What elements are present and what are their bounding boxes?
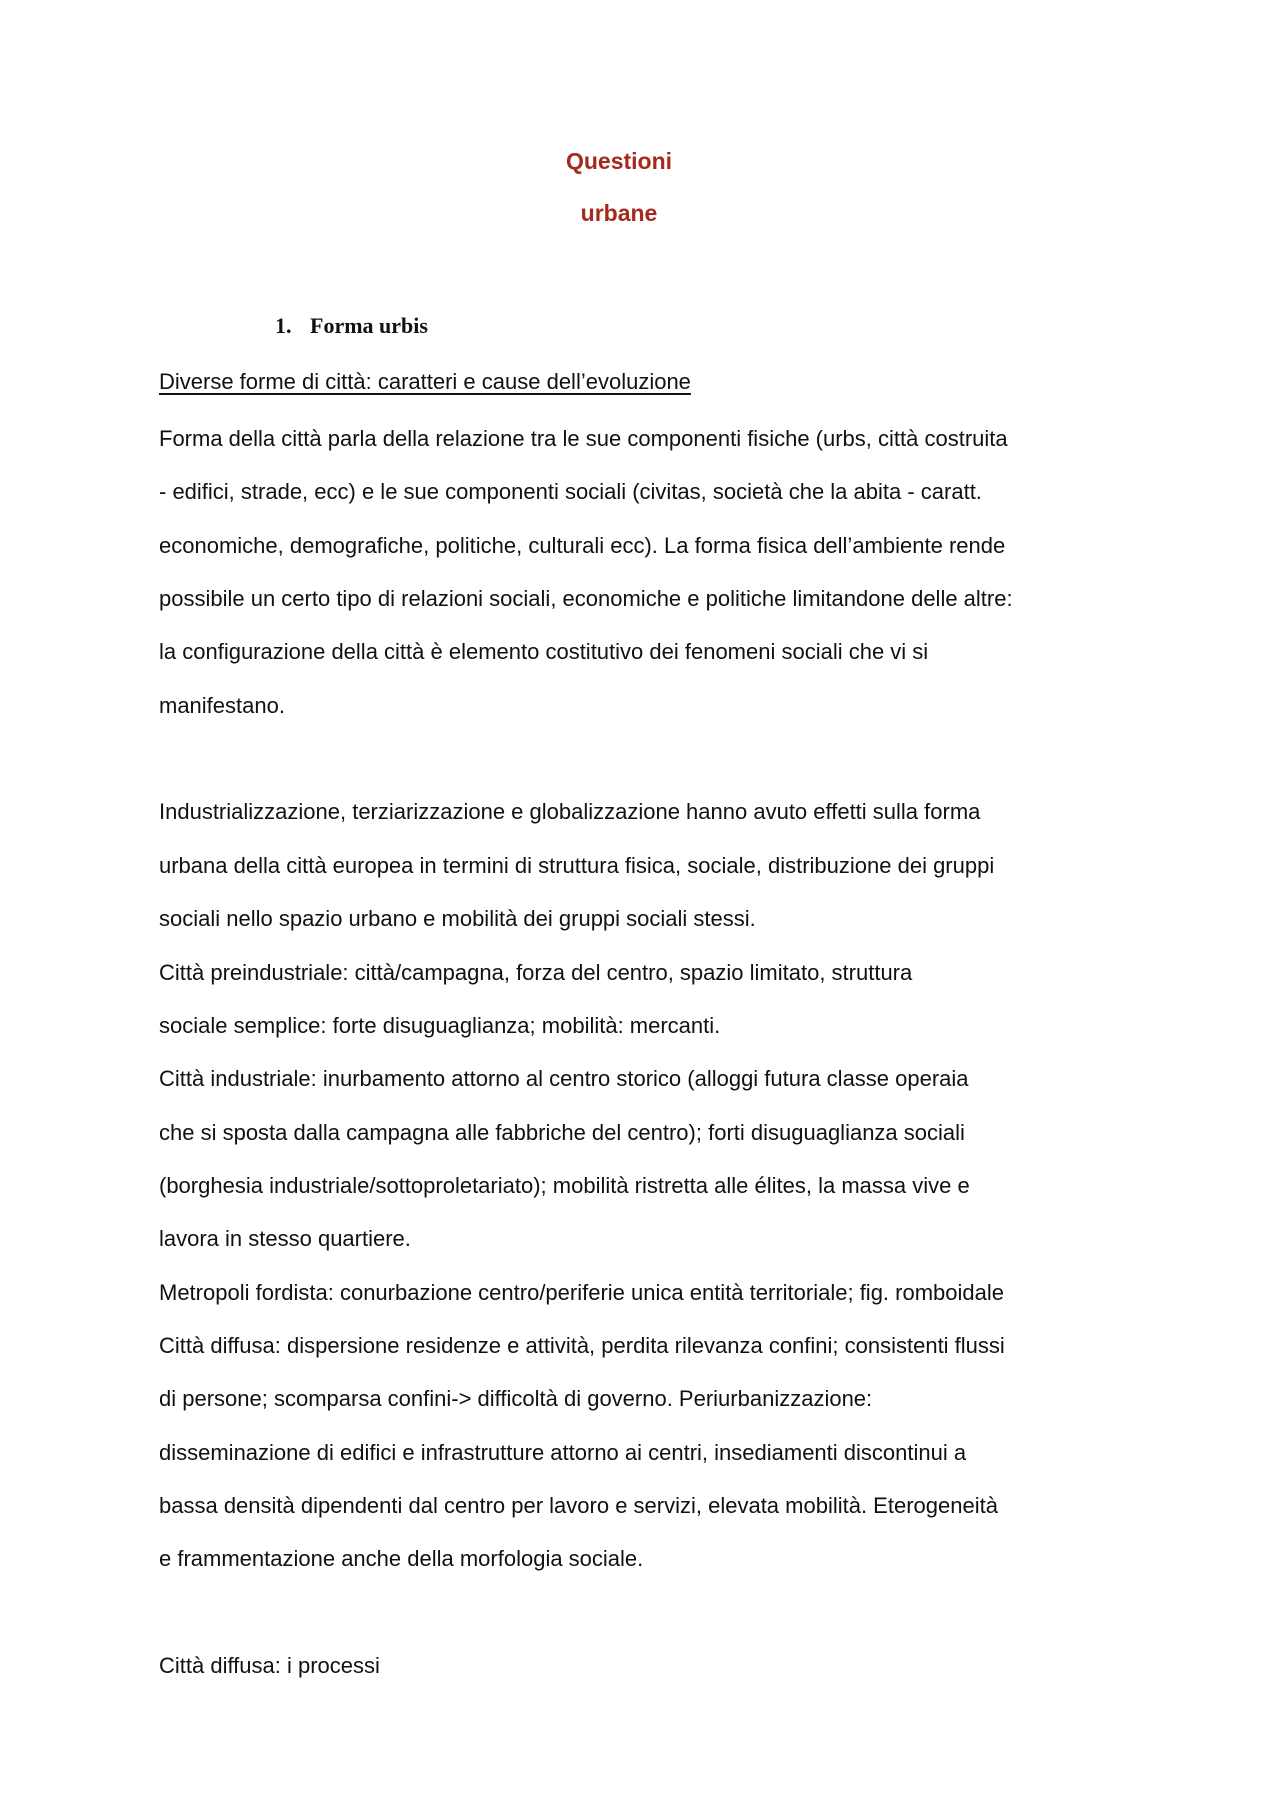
paragraph-line: Città diffusa: dispersione residenze e attività, perdita rilevanza confini; consistenti flussi [159, 1333, 1005, 1358]
paragraph-line: manifestano. [159, 693, 285, 718]
paragraph-line: Città industriale: inurbamento attorno al centro storico (alloggi futura classe operaia [159, 1066, 969, 1091]
paragraph-line: la configurazione della città è elemento costitutivo dei fenomeni sociali che vi si [159, 639, 929, 664]
paragraph-line: sociali nello spazio urbano e mobilità dei gruppi sociali stessi. [159, 906, 756, 931]
paragraph-line: Forma della città parla della relazione tra le sue componenti fisiche (urbs, città costruita [159, 426, 1008, 451]
paragraph-line: Industrializzazione, terziarizzazione e globalizzazione hanno avuto effetti sulla forma [159, 799, 981, 824]
section-title: Forma urbis [310, 313, 428, 338]
paragraph-line: possibile un certo tipo di relazioni sociali, economiche e politiche limitandone delle altre: [159, 586, 1013, 611]
paragraph-line: e frammentazione anche della morfologia sociale. [159, 1546, 644, 1571]
paragraph-line: (borghesia industriale/sottoproletariato); mobilità ristretta alle élites, la massa vive e [159, 1173, 970, 1198]
paragraph-line: lavora in stesso quartiere. [159, 1226, 411, 1251]
paragraph-line: di persone; scomparsa confini-> difficoltà di governo. Periurbanizzazione: [159, 1386, 873, 1411]
section-number: 1. [275, 313, 292, 338]
document-title-line-1: Questioni [565, 148, 673, 174]
subsection-heading: Diverse forme di città: caratteri e cause dell’evoluzione [159, 369, 691, 394]
paragraph-line: che si sposta dalla campagna alle fabbriche del centro); forti disuguaglianza sociali [159, 1120, 965, 1145]
paragraph-line: disseminazione di edifici e infrastrutture attorno ai centri, insediamenti discontinui a [159, 1440, 967, 1465]
document-title-line-2: urbane [580, 200, 658, 226]
paragraph-line: Città preindustriale: città/campagna, forza del centro, spazio limitato, struttura [159, 960, 913, 985]
paragraph-line: - edifici, strade, ecc) e le sue componenti sociali (civitas, società che la abita - caratt. [159, 479, 982, 504]
paragraph-line: urbana della città europea in termini di struttura fisica, sociale, distribuzione dei gruppi [159, 853, 995, 878]
section-heading [275, 313, 428, 339]
paragraph-line: sociale semplice: forte disuguaglianza; mobilità: mercanti. [159, 1013, 721, 1038]
paragraph-line: bassa densità dipendenti dal centro per lavoro e servizi, elevata mobilità. Eterogeneità [159, 1493, 998, 1518]
paragraph-line: economiche, demografiche, politiche, culturali ecc). La forma fisica dell’ambiente rende [159, 533, 1006, 558]
paragraph-line: Città diffusa: i processi [159, 1653, 380, 1678]
paragraph-line: Metropoli fordista: conurbazione centro/periferie unica entità territoriale; fig. romboidale [159, 1280, 1004, 1305]
